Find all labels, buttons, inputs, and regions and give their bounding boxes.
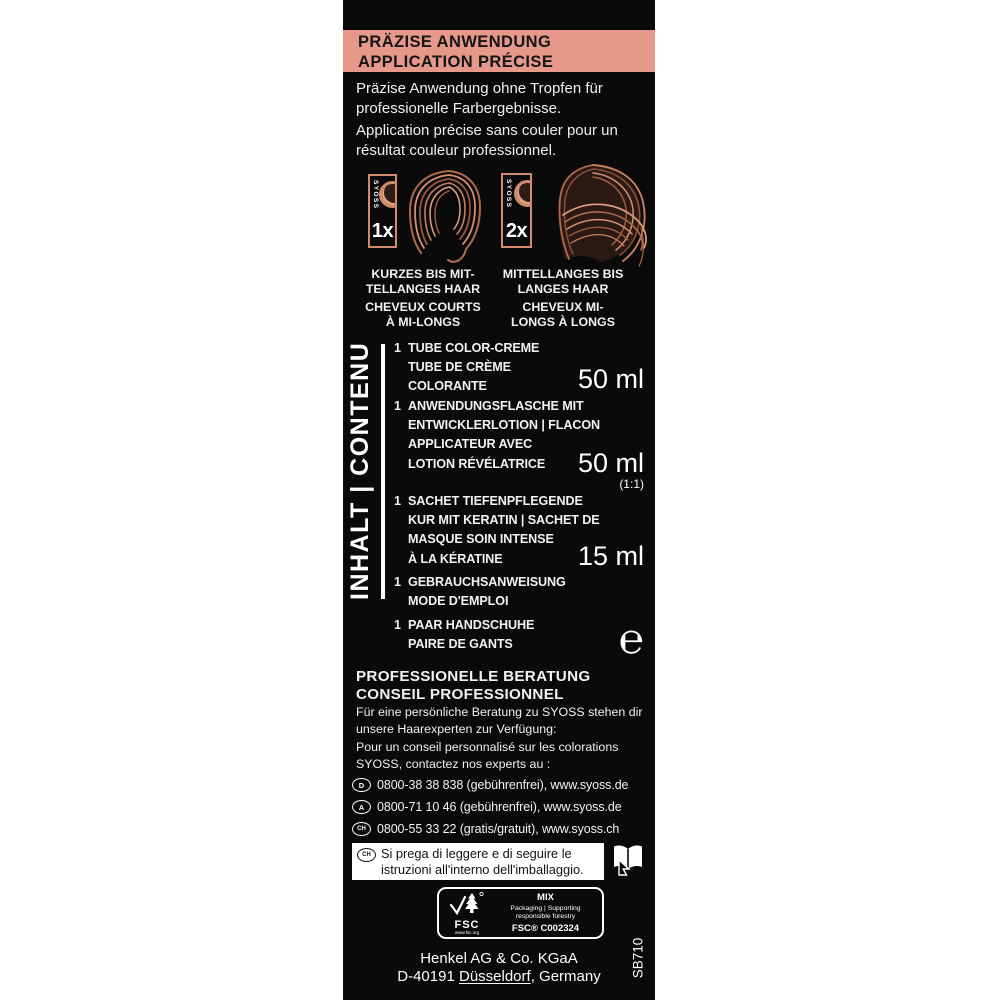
- color-swatch-icon: [514, 180, 532, 207]
- production-code: SB710: [630, 937, 646, 979]
- contents-item-1: 1 TUBE COLOR-CREME TUBE DE CRÈME COLORANTE: [394, 341, 540, 394]
- notice-box: [352, 843, 604, 880]
- header-title-fr: APPLICATION PRÉCISE: [358, 52, 554, 71]
- fsc-label: [437, 887, 604, 939]
- intro-paragraph-fr: Application précise sans couler pour un résultat couleur professionnel.: [356, 122, 618, 159]
- notice-text: Si prega di leggere e di seguire le istruzioni all'interno dell'imballaggio.: [381, 846, 584, 877]
- long-hair-icon: [533, 160, 655, 272]
- syoss-brand-label: SYOSS: [505, 179, 512, 209]
- color-swatch-icon: [379, 181, 397, 208]
- country-badge-ch: CH: [357, 848, 376, 862]
- hotline-row-ch: CH 0800-55 33 22 (gratis/gratuit), www.syoss.ch: [352, 818, 652, 840]
- header-band: [343, 30, 655, 72]
- read-instructions-icon: [610, 841, 646, 877]
- contents-item-5: 1 PAAR HANDSCHUHE PAIRE DE GANTS: [394, 618, 535, 652]
- fsc-text: MIX Packaging | Supporting responsible forestry FSC® C002324: [510, 891, 581, 934]
- manufacturer-address: [343, 950, 655, 986]
- package-side-panel: [343, 0, 655, 1000]
- dose-label-fr-1: CHEVEUX COURTS À MI-LONGS: [365, 300, 481, 329]
- dose-count-1x: 1x: [371, 220, 394, 242]
- country-badge-ch: CH: [352, 822, 371, 836]
- dose-box-2x: [501, 173, 532, 248]
- contents-divider-rule: [381, 344, 385, 599]
- header-title-de: PRÄZISE ANWENDUNG: [358, 33, 552, 51]
- advice-body-de: Für eine persönliche Beratung zu SYOSS stehen dir unsere Haarexperten zur Verfügung:: [356, 705, 643, 736]
- contents-item-4: 1 GEBRAUCHSANWEISUNG MODE D'EMPLOI: [394, 575, 566, 609]
- contents-section-label: INHALT | CONTENU: [346, 341, 374, 600]
- syoss-brand-label: SYOSS: [372, 180, 379, 210]
- contents-value-3: 15 ml: [577, 541, 644, 571]
- country-badge-d: D: [352, 778, 371, 792]
- country-badge-a: A: [352, 800, 371, 814]
- contents-value-2: 50 ml: [577, 448, 644, 478]
- estimated-sign: ℮: [618, 615, 644, 662]
- advice-title: PROFESSIONELLE BERATUNG CONSEIL PROFESSIONNEL: [356, 668, 591, 703]
- dose-box-1x: [368, 174, 397, 248]
- contents-ratio-note: (1:1): [619, 477, 644, 491]
- dose-label-de-2: MITTELLANGES BIS LANGES HAAR: [502, 267, 624, 296]
- hotline-row-at: A 0800-71 10 46 (gebührenfrei), www.syoss.de: [352, 796, 652, 818]
- dose-count-2x: 2x: [505, 220, 528, 242]
- fsc-logo-icon: FSC www.fsc.org: [445, 891, 489, 936]
- dose-label-fr-2: CHEVEUX MI- LONGS À LONGS: [511, 300, 615, 329]
- city-underlined: Düsseldorf: [458, 968, 531, 985]
- company-city-line: D-40191 Düsseldorf, Germany: [397, 968, 601, 985]
- dose-label-de-1: KURZES BIS MIT- TELLANGES HAAR: [365, 267, 481, 296]
- advice-body-fr: Pour un conseil personnalisé sur les colorations SYOSS, contactez nos experts au :: [356, 740, 619, 771]
- company-name: Henkel AG & Co. KGaA: [420, 950, 578, 967]
- contents-item-2: 1 ANWENDUNGSFLASCHE MIT ENTWICKLERLOTION | FLACON APPLICATEUR AVEC LOTION RÉVÉLATRICE: [394, 399, 601, 471]
- contents-item-3: 1 SACHET TIEFENPFLEGENDE KUR MIT KERATIN | SACHET DE MASQUE SOIN INTENSE À LA KÉRATINE: [394, 494, 600, 566]
- contents-value-1: 50 ml: [577, 364, 644, 394]
- hotline-row-de: D 0800-38 38 838 (gebührenfrei), www.syoss.de: [352, 774, 652, 796]
- short-hair-icon: [397, 167, 493, 267]
- intro-paragraph-de: Präzise Anwendung ohne Tropfen für professionelle Farbergebnisse.: [356, 80, 603, 117]
